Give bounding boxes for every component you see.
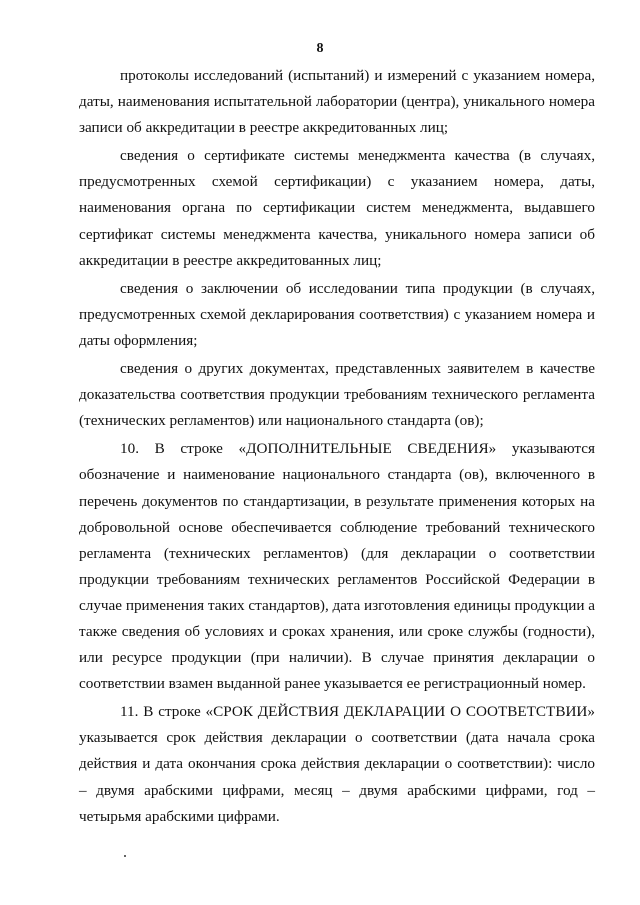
paragraph-other-documents: сведения о других документах, представленных заявителем в качестве доказательства соответствия продукции требованиям технического регламента (технических регламентов) или национального стандарта (ов); <box>79 360 595 430</box>
paragraph-item-10-additional-info: 10. В строке «ДОПОЛНИТЕЛЬНЫЕ СВЕДЕНИЯ» указываются обозначение и наименование национального стандарта (ов), включенного в перечень документов по стандартизации, в результате применения которых на добровольной основе обеспечивается соблюдение требований технического регламента (технических регламентов) (для декларации о соответствии продукции требованиям технических регламентов Российской Федерации в случае применения таких стандартов), дата изготовления единицы продукции а также сведения об условиях и сроках хранения, или сроке службы (годности), или ресурсе продукции (при наличии). В случае принятия декларации о соответствии взамен выданной ранее указывается ее регистрационный номер. <box>79 440 595 693</box>
paragraph-type-study-conclusion: сведения о заключении об исследовании типа продукции (в случаях, предусмотренных схемой декларирования соответствия) с указанием номера и даты оформления; <box>79 279 595 349</box>
paragraph-item-11-validity-period: 11. В строке «СРОК ДЕЙСТВИЯ ДЕКЛАРАЦИИ О СООТВЕТСТВИИ» указывается срок действия декларации о соответствии (дата начала срока действия и дата окончания срока действия декларации о соответствии): число – двумя арабскими цифрами, месяц – двумя арабскими цифрами, год – четырьмя арабскими цифрами. <box>79 703 595 825</box>
document-body <box>79 63 595 830</box>
paragraph-test-protocols: протоколы исследований (испытаний) и измерений с указанием номера, даты, наименования испытательной лаборатории (центра), уникального номера записи об аккредитации в реестре аккредитованных лиц; <box>79 67 595 137</box>
scan-dot-mark <box>124 855 126 857</box>
paragraph-quality-certificate: сведения о сертификате системы менеджмента качества (в случаях, предусмотренных схемой сертификации) с указанием номера, даты, наименования органа по сертификации систем менеджмента, выдавшего сертификат системы менеджмента качества, уникального номера записи об аккредитации в реестре аккредитованных лиц; <box>79 147 595 269</box>
page-number: 8 <box>316 41 324 56</box>
